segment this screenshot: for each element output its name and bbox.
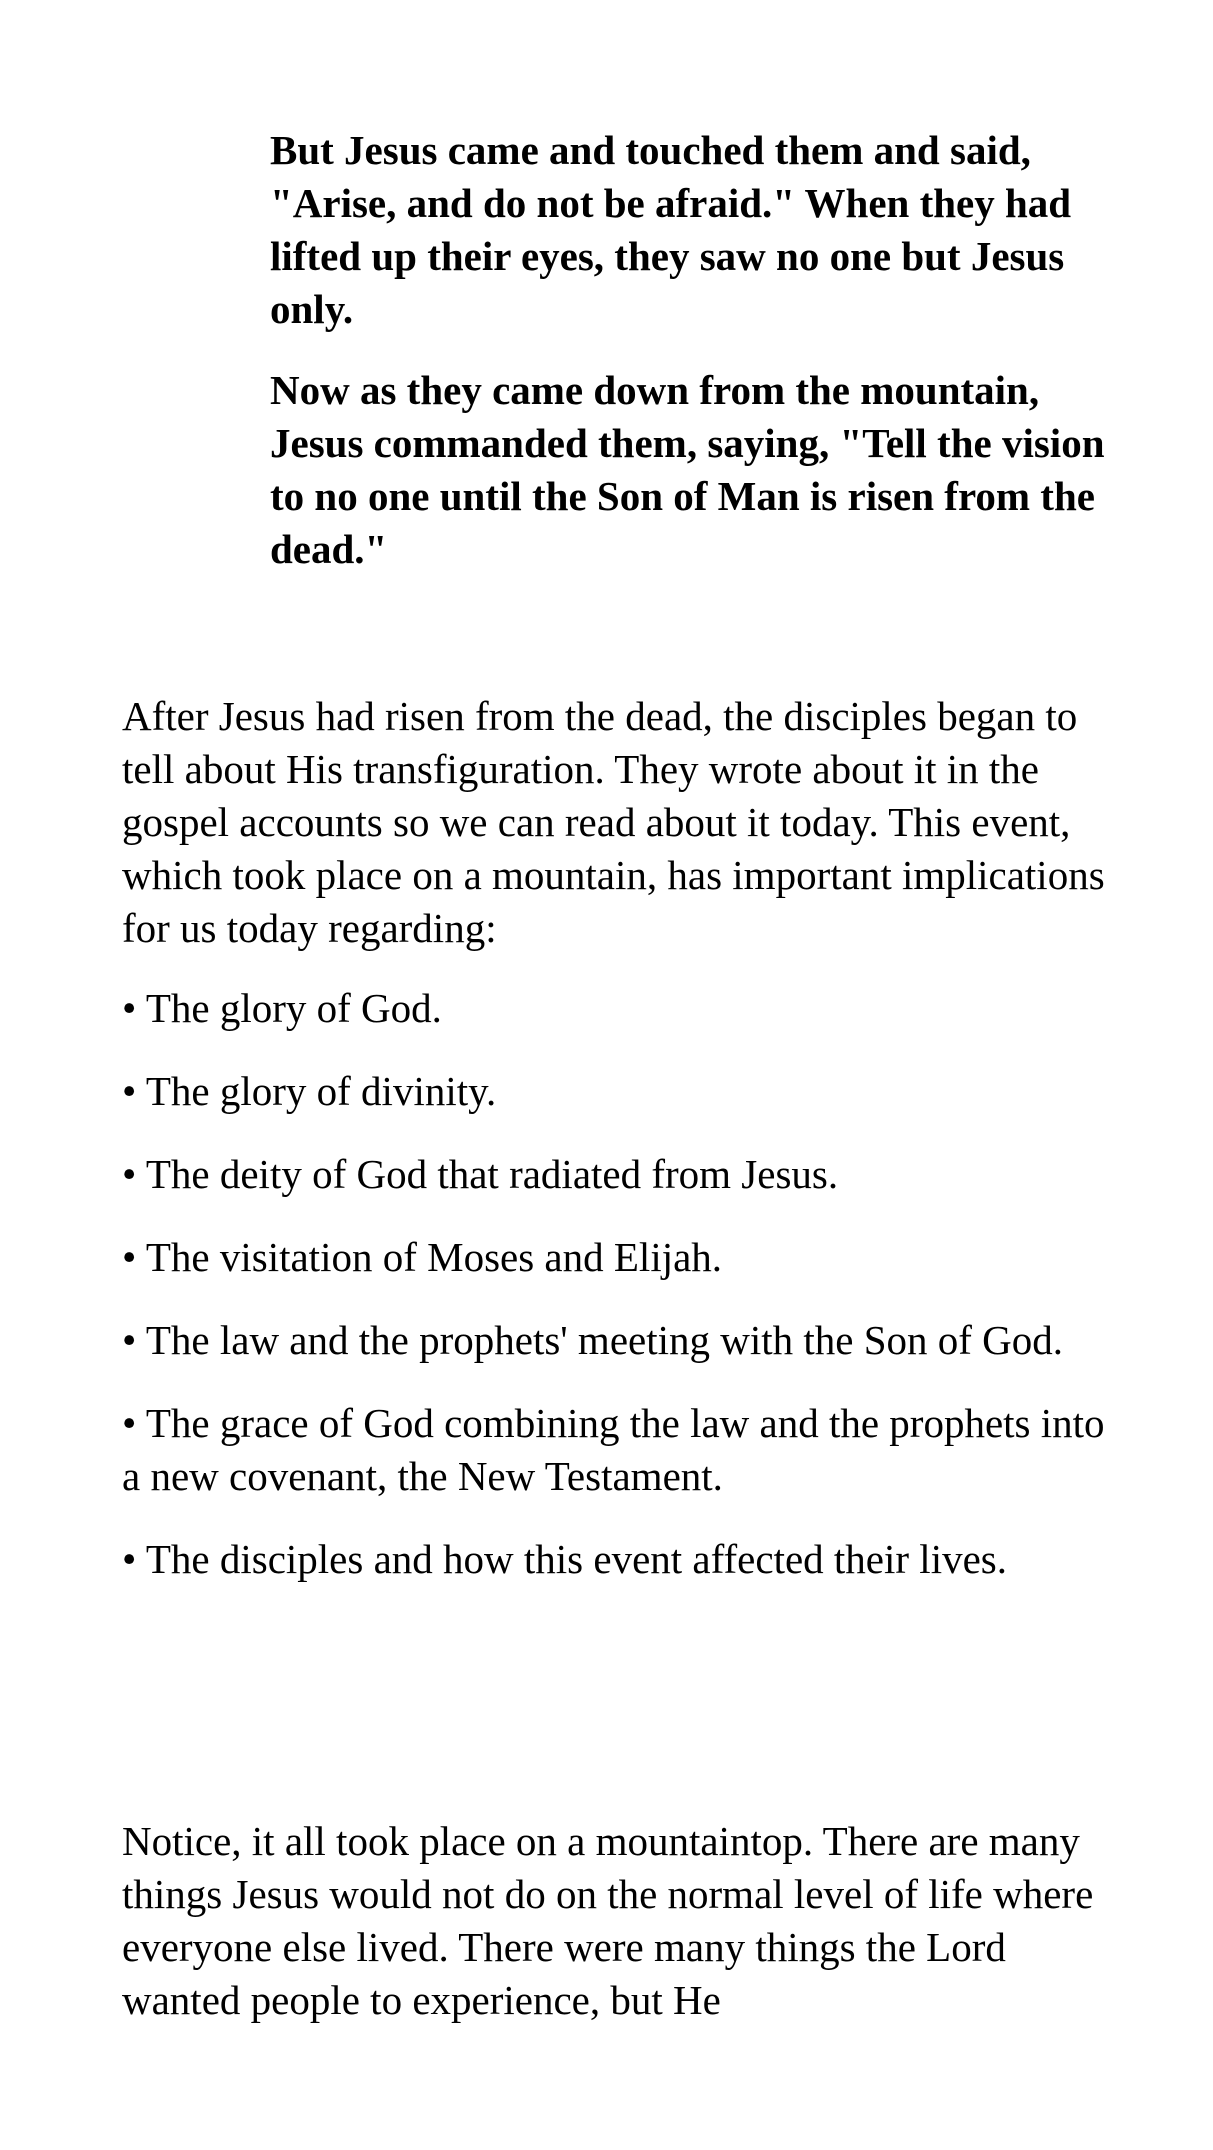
scripture-quote-paragraph: Now as they came down from the mountain, Jesus commanded them, saying, "Tell the vision to no one until the Son of Man is risen from the dead." [270, 367, 1105, 572]
list-item: • The grace of God combining the law and the prophets into a new covenant, the New Testament. [122, 1400, 1105, 1499]
closing-paragraph: Notice, it all took place on a mountaintop. There are many things Jesus would not do on the normal level of life where everyone else lived. There were many things the Lord wanted people to experience, but He [122, 1818, 1094, 2023]
scripture-quote-block [270, 124, 1110, 604]
list-item: • The deity of God that radiated from Jesus. [122, 1151, 839, 1197]
list-item: • The disciples and how this event affected their lives. [122, 1536, 1007, 1582]
list-item: • The glory of God. [122, 985, 442, 1031]
list-item: • The glory of divinity. [122, 1068, 497, 1114]
implications-list [122, 982, 1122, 1616]
list-item: • The law and the prophets' meeting with the Son of God. [122, 1317, 1064, 1363]
intro-section [122, 690, 1122, 955]
scripture-quote-paragraph: But Jesus came and touched them and said, "Arise, and do not be afraid." When they had lifted up their eyes, they saw no one but Jesus only. [270, 127, 1072, 332]
intro-paragraph: After Jesus had risen from the dead, the disciples began to tell about His transfiguration. They wrote about it in the gospel accounts so we can read about it today. This event, which took place on a mountain, has important implications for us today regarding: [122, 693, 1105, 951]
closing-section [122, 1815, 1122, 2027]
list-item: • The visitation of Moses and Elijah. [122, 1234, 723, 1280]
